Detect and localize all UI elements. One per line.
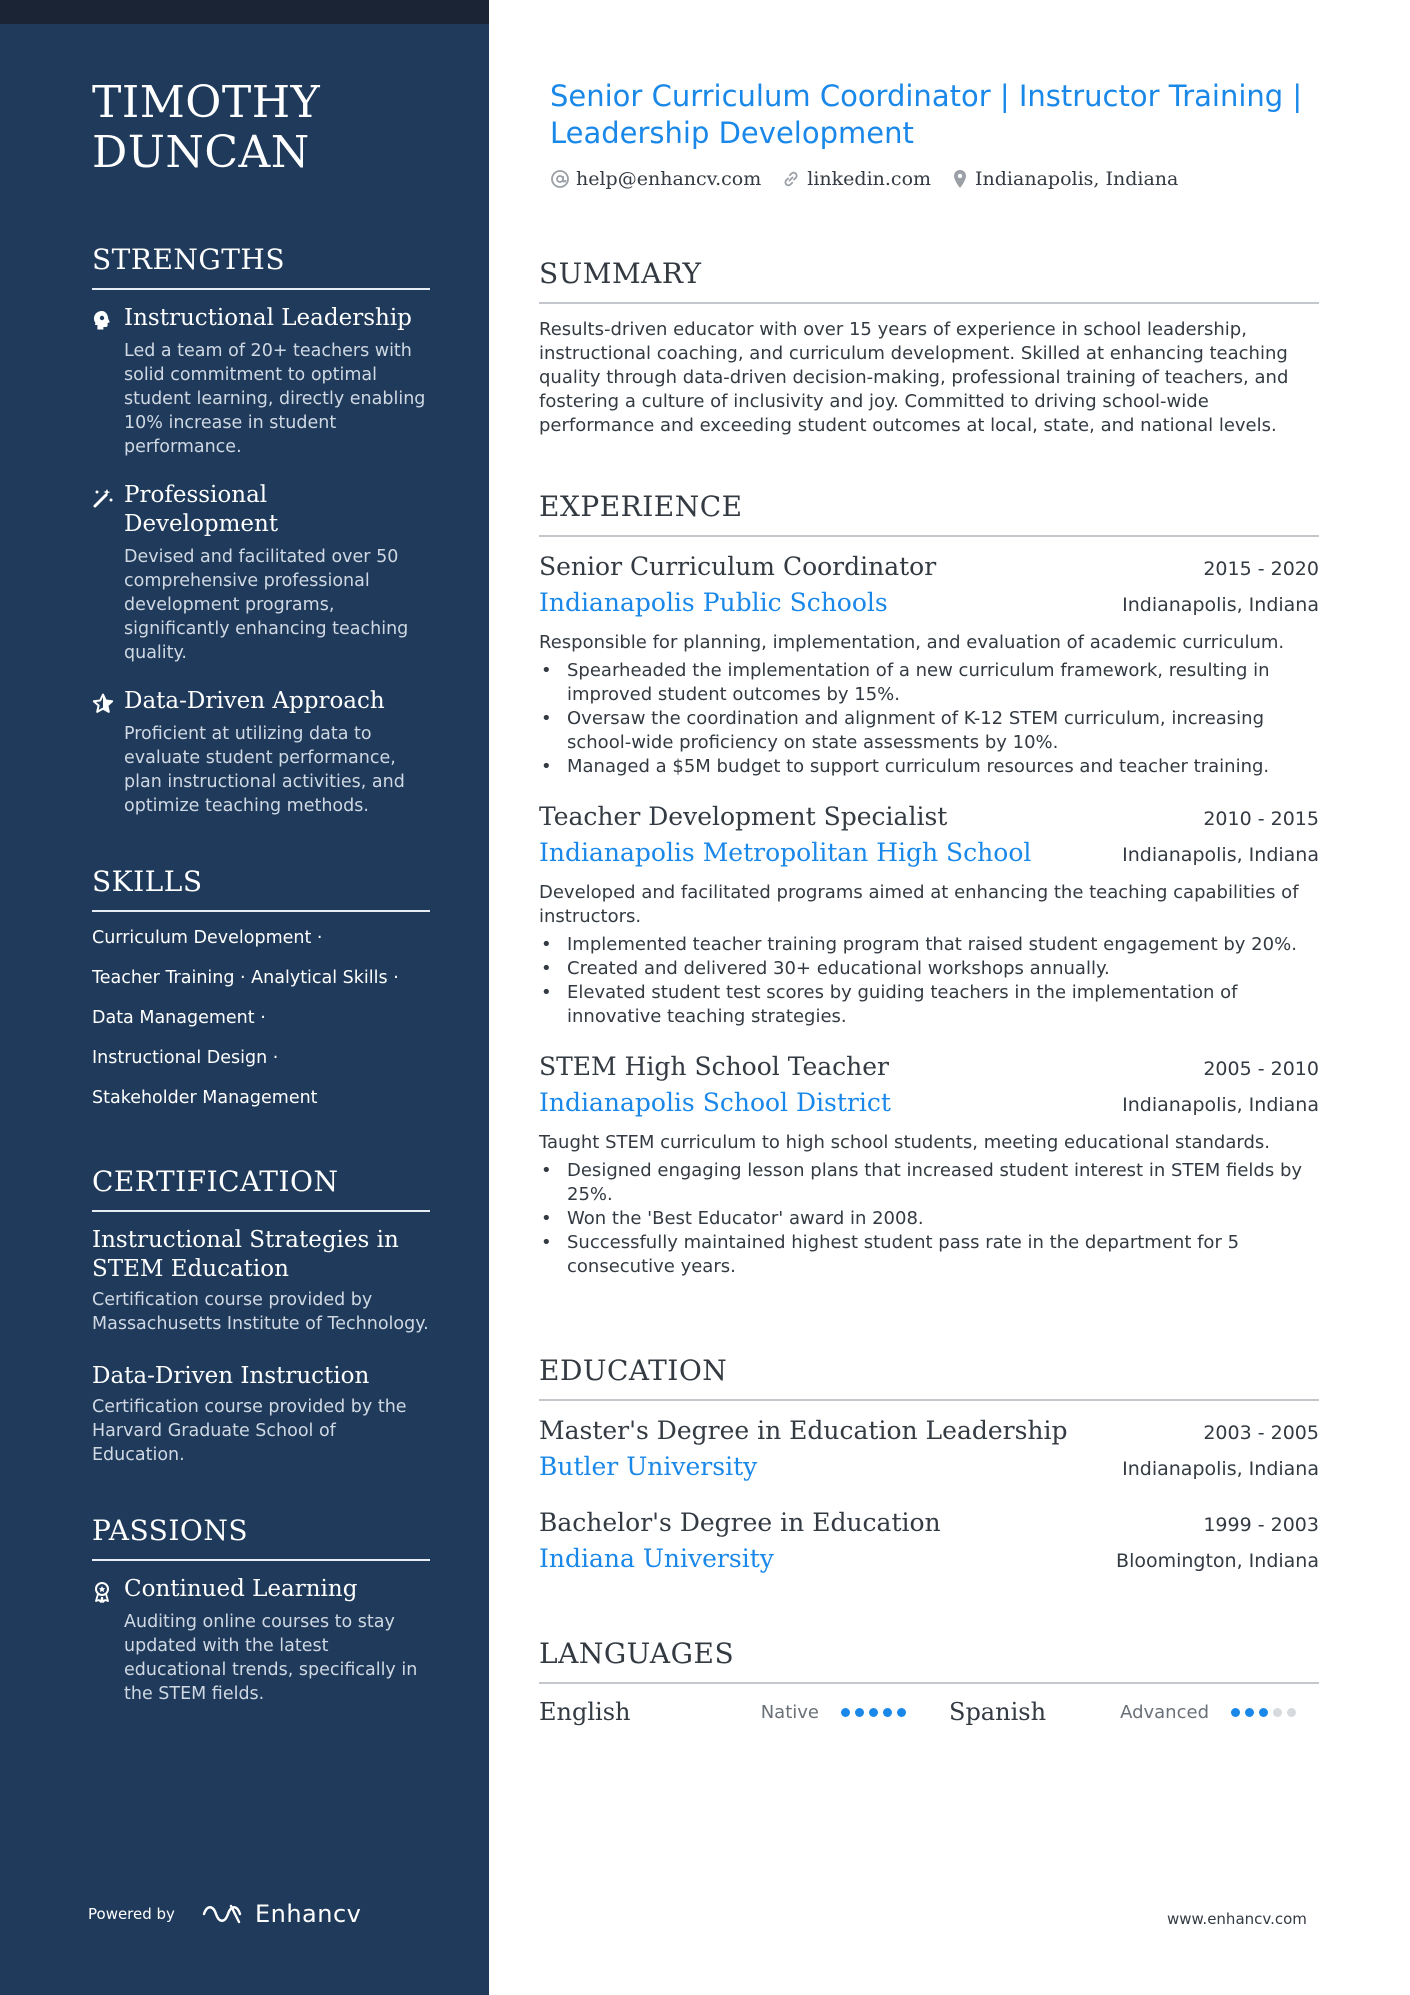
sidebar: [0, 0, 489, 1995]
strength-name: Data-Driven Approach: [124, 688, 385, 714]
certification-desc: Certification course provided by the Harvard Graduate School of Education.: [92, 1397, 407, 1465]
job-dates: 2010 - 2015: [1203, 808, 1319, 830]
school-location: Bloomington, Indiana: [1116, 1550, 1319, 1572]
summary-section: [539, 256, 1319, 438]
job-location: Indianapolis, Indiana: [1122, 844, 1319, 866]
location-pin-icon: [951, 169, 969, 189]
link-icon: [781, 169, 801, 189]
job-company: Indianapolis School District: [539, 1088, 891, 1117]
job-description: Developed and facilitated programs aimed at enhancing the teaching capabilities of instructors.: [539, 882, 1299, 927]
contact-bar: [550, 168, 1198, 190]
language-rating: [1231, 1708, 1311, 1717]
passion-item: [92, 1575, 430, 1706]
job-company: Indianapolis Metropolitan High School: [539, 838, 1032, 867]
job-bullet: • Implemented teacher training program that raised student engagement by 20%.: [539, 933, 1319, 957]
job-bullets: [539, 933, 1319, 1029]
sidebar-top-bar: [0, 0, 489, 24]
job-entry: [539, 801, 1319, 1029]
job-dates: 2015 - 2020: [1203, 558, 1319, 580]
job-bullet: • Spearheaded the implementation of a new curriculum framework, resulting in improved student outcomes by 15%.: [539, 659, 1319, 707]
name-last: DUNCAN: [92, 127, 310, 178]
school-name: Butler University: [539, 1452, 758, 1481]
certification-title: CERTIFICATION: [92, 1164, 430, 1212]
rating-dot-filled: [883, 1708, 892, 1717]
job-description: Responsible for planning, implementation, and evaluation of academic curriculum.: [539, 632, 1285, 653]
sidebar-content: [92, 78, 430, 1706]
certification-section: [92, 1164, 430, 1467]
job-bullet: • Elevated student test scores by guiding teachers in the implementation of innovative teaching strategies.: [539, 981, 1319, 1029]
headline-line1: Senior Curriculum Coordinator | Instructor Training |: [550, 79, 1303, 113]
headline-line2: Leadership Development: [550, 116, 914, 150]
location-text: Indianapolis, Indiana: [975, 168, 1179, 190]
passions-title: PASSIONS: [92, 1513, 430, 1561]
education-dates: 1999 - 2003: [1203, 1514, 1319, 1536]
linkedin-text: linkedin.com: [807, 168, 932, 190]
job-title: Senior Curriculum Coordinator: [539, 552, 937, 581]
rating-dot-empty: [1287, 1708, 1296, 1717]
summary-title: SUMMARY: [539, 256, 1319, 304]
contact-linkedin[interactable]: [781, 168, 931, 190]
strength-desc: Proficient at utilizing data to evaluate student performance, plan instructional activities, and optimize teaching methods.: [124, 724, 405, 816]
rating-dot-empty: [1273, 1708, 1282, 1717]
languages-section: [539, 1636, 1319, 1726]
job-location: Indianapolis, Indiana: [1122, 1094, 1319, 1116]
job-dates: 2005 - 2010: [1203, 1058, 1319, 1080]
strength-desc: Led a team of 20+ teachers with solid commitment to optimal student learning, directly enabling 10% increase in student performance.: [124, 341, 426, 457]
education-dates: 2003 - 2005: [1203, 1422, 1319, 1444]
summary-text: Results-driven educator with over 15 years of experience in school leadership, instructional coaching, and curriculum development. Skilled at enhancing teaching quality through data-driven decision-making, professional training of teachers, and fostering a culture of inclusivity and joy. Committed to driving school-wide performance and exceeding student outcomes at local, state, and national levels.: [539, 319, 1289, 436]
degree-name: Bachelor's Degree in Education: [539, 1508, 941, 1537]
star-icon: [92, 687, 124, 818]
experience-title: EXPERIENCE: [539, 489, 1319, 537]
rating-dot-filled: [1231, 1708, 1240, 1717]
strength-name: [124, 481, 430, 539]
job-entry: [539, 1051, 1319, 1279]
job-company: Indianapolis Public Schools: [539, 588, 888, 617]
powered-by: [88, 1900, 361, 1928]
rating-dot-filled: [1245, 1708, 1254, 1717]
education-section: [539, 1353, 1319, 1575]
certification-name: [92, 1226, 430, 1284]
strength-name: Instructional Leadership: [124, 305, 412, 331]
job-bullet: • Won the 'Best Educator' award in 2008.: [539, 1207, 1319, 1231]
languages-title: LANGUAGES: [539, 1636, 1319, 1684]
powered-by-label: Powered by: [88, 1905, 175, 1923]
certification-desc: Certification course provided by Massachusetts Institute of Technology.: [92, 1290, 429, 1334]
rating-dot-filled: [1259, 1708, 1268, 1717]
languages-row: [539, 1698, 1319, 1726]
certification-item: [92, 1226, 430, 1336]
website-footer[interactable]: www.enhancv.com: [1167, 1910, 1307, 1928]
rating-dot-filled: [855, 1708, 864, 1717]
education-entry: [539, 1415, 1319, 1483]
skill-line: Instructional Design ·: [92, 1048, 279, 1068]
strengths-section: [92, 242, 430, 818]
job-title: Teacher Development Specialist: [539, 802, 948, 831]
rating-dot-filled: [869, 1708, 878, 1717]
strength-item: [92, 304, 430, 459]
name-first: TIMOTHY: [92, 77, 321, 128]
education-entry: [539, 1507, 1319, 1575]
job-bullet: • Designed engaging lesson plans that increased student interest in STEM fields by 25%.: [539, 1159, 1319, 1207]
certification-name-line1: Instructional Strategies in: [92, 1227, 399, 1253]
school-name: Indiana University: [539, 1544, 774, 1573]
medal-icon: [92, 1575, 124, 1706]
certification-name: Data-Driven Instruction: [92, 1363, 370, 1389]
at-icon: [550, 169, 570, 189]
magic-wand-icon: [92, 481, 124, 665]
job-bullet: • Oversaw the coordination and alignment of K-12 STEM curriculum, increasing school-wide proficiency on state assessments by 10%.: [539, 707, 1319, 755]
email-text: help@enhancv.com: [576, 168, 762, 190]
passion-name: Continued Learning: [124, 1576, 358, 1602]
language-level: Advanced: [1120, 1701, 1209, 1723]
job-bullet: • Created and delivered 30+ educational workshops annually.: [539, 957, 1319, 981]
language-name: Spanish: [949, 1698, 1047, 1726]
skills-title: SKILLS: [92, 864, 430, 912]
language-level: Native: [760, 1701, 819, 1723]
job-description: Taught STEM curriculum to high school students, meeting educational standards.: [539, 1132, 1270, 1153]
strength-desc: Devised and facilitated over 50 comprehensive professional development programs, significantly enhancing teaching quality.: [124, 547, 409, 663]
headline: [550, 78, 1320, 152]
language-name: English: [539, 1698, 631, 1726]
enhancv-logo-text: Enhancv: [254, 1900, 362, 1928]
head-icon: [92, 304, 124, 459]
skill-line: Stakeholder Management: [92, 1088, 318, 1108]
job-entry: [539, 551, 1319, 779]
certification-name-line2: STEM Education: [92, 1256, 289, 1282]
skills-section: [92, 864, 430, 1110]
school-location: Indianapolis, Indiana: [1122, 1458, 1319, 1480]
contact-email[interactable]: [550, 168, 761, 190]
job-title: STEM High School Teacher: [539, 1052, 889, 1081]
strengths-title: STRENGTHS: [92, 242, 430, 290]
passions-section: [92, 1513, 430, 1706]
language-rating: [841, 1708, 953, 1717]
job-bullets: [539, 1159, 1319, 1279]
rating-dot-filled: [841, 1708, 850, 1717]
strength-name-line2: Development: [124, 511, 279, 537]
enhancv-logo-icon: [201, 1902, 247, 1926]
education-title: EDUCATION: [539, 1353, 1319, 1401]
certification-item: [92, 1362, 430, 1467]
skill-line: Curriculum Development ·: [92, 928, 323, 948]
strength-item: [92, 481, 430, 665]
experience-section: [539, 489, 1319, 1279]
skill-line: Teacher Training · Analytical Skills ·: [92, 968, 399, 988]
strength-name-line1: Professional: [124, 482, 268, 508]
rating-dot-filled: [897, 1708, 906, 1717]
skills-list: [92, 926, 430, 1110]
candidate-name: [92, 78, 430, 178]
job-bullet: • Managed a $5M budget to support curriculum resources and teacher training.: [539, 755, 1319, 779]
job-bullets: [539, 659, 1319, 779]
passion-desc: Auditing online courses to stay updated with the latest educational trends, specifically in the STEM fields.: [124, 1612, 418, 1704]
contact-location: [951, 168, 1178, 190]
strength-item: [92, 687, 430, 818]
skill-line: Data Management ·: [92, 1008, 266, 1028]
degree-name: Master's Degree in Education Leadership: [539, 1416, 1068, 1445]
job-location: Indianapolis, Indiana: [1122, 594, 1319, 616]
job-bullet: • Successfully maintained highest student pass rate in the department for 5 consecutive years.: [539, 1231, 1319, 1279]
